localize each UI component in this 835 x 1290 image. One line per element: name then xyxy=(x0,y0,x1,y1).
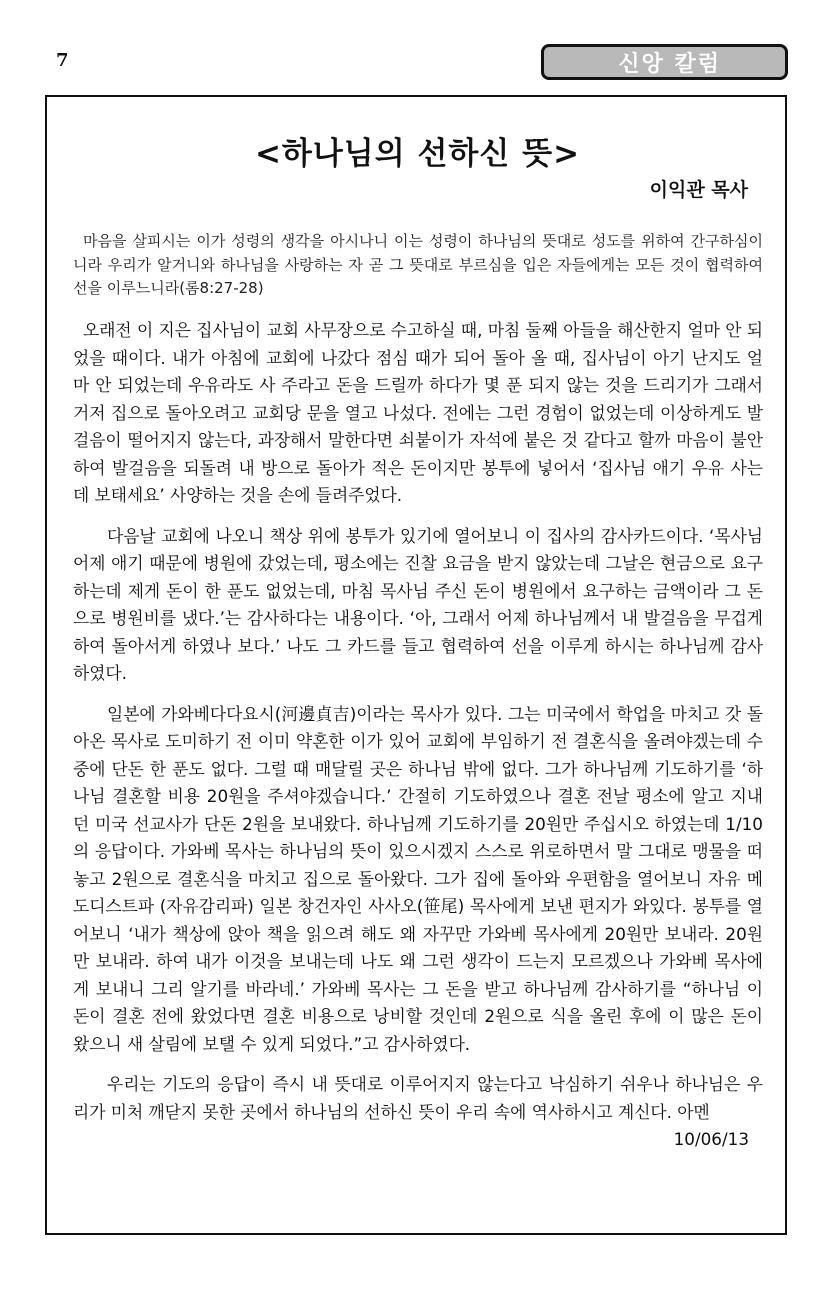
article-body xyxy=(73,317,763,1154)
paragraph-1: 오래전 이 지은 집사님이 교회 사무장으로 수고하실 때, 마침 둘째 아들을 해산한지 얼마 안 되었을 때이다. 내가 아침에 교회에 나갔다 점심 때가 되어 돌아 올 때, 집사님이 아기 난지도 얼마 안 되었는데 우유라도 사 주라고 돈을 드릴까 하다가 몇 푼 되지 않는 것을 드리기가 그래서 거저 집으로 돌아오려고 교회당 문을 열고 나섰다. 전에는 그런 경험이 없었는데 이상하게도 발걸음이 떨어지지 않는다, 과장해서 말한다면 쇠붙이가 자석에 붙은 것 같다고 할까 마음이 불안하여 발걸음을 되돌려 내 방으로 돌아가 적은 돈이지만 봉투에 넣어서 ‘집사님 애기 우유 사는데 보태세요’ 사양하는 것을 손에 들려주었다. xyxy=(73,320,763,505)
article-title: <하나님의 선하신 뜻> xyxy=(254,136,581,172)
article-date: 10/06/13 xyxy=(673,1129,749,1149)
paragraph-3: 일본에 가와베다다요시(河邊貞吉)이라는 목사가 있다. 그는 미국에서 학업을 마치고 갓 돌아온 목사로 도미하기 전 이미 약혼한 이가 있어 교회에 부임하기 전 결혼식을 올려야겠는데 수중에 단돈 한 푼도 없다. 그럴 때 매달릴 곳은 하나님 밖에 없다. 그가 하나님께 기도하기를 ‘하나님 결혼할 비용 20원을 주셔야겠습니다.’ 간절히 기도하였으나 결혼 전날 평소에 알고 지내던 미국 선교사가 단돈 2원을 보내왔다. 하나님께 기도하기를 20원만 주십시오 하였는데 1/10의 응답이다. 가와베 목사는 하나님의 뜻이 있으시겠지 스스로 위로하면서 말 그대로 맹물을 떠놓고 2원으로 결혼식을 마치고 집으로 돌아왔다. 그가 집에 돌아와 우편함을 열어보니 자유 메도디스트파 (자유감리파) 일본 창건자인 사사오(笹尾) 목사에게 보낸 편지가 와있다. 봉투를 열어보니 ‘내가 책상에 앉아 책을 읽으려 해도 왜 자꾸만 가와베 목사에게 20원만 보내라. 20원만 보내라. 하여 내가 이것을 보내는데 나도 왜 그런 생각이 드는지 모르겠으나 가와베 목사에게 보내니 그리 알기를 바라네.’ 가와베 목사는 그 돈을 받고 하나님께 감사하기를 “하나님 이 돈이 결혼 전에 왔었다면 결혼 비용으로 낭비할 것인데 2원으로 식을 올린 후에 이 많은 돈이 왔으니 새 살림에 보탤 수 있게 되었다.”고 감사하였다. xyxy=(73,703,763,1054)
article-author: 이익관 목사 xyxy=(649,179,748,201)
section-tab: 신앙 칼럼 xyxy=(541,44,788,80)
paragraph-4 xyxy=(73,1071,763,1149)
verse-text: 마음을 살피시는 이가 성령의 생각을 아시나니 이는 성령이 하나님의 뜻대로 성도를 위하여 간구하심이니라 우리가 알거니와 하나님을 사랑하는 자 곧 그 뜻대로 부르심을 입은 자들에게는 모든 것이 협력하여 선을 이루느니라(롬8:27-28) xyxy=(73,232,763,297)
paragraph-2: 다음날 교회에 나오니 책상 위에 봉투가 있기에 열어보니 이 집사의 감사카드이다. ‘목사님 어제 애기 때문에 병원에 갔었는데, 평소에는 진찰 요금을 받지 않았는데 그날은 현금으로 요구하는데 제게 돈이 한 푼도 없었는데, 마침 목사님 주신 돈이 병원에서 요구하는 금액이라 그 돈으로 병원비를 냈다.’는 감사하다는 내용이다. ‘아, 그래서 어제 하나님께서 내 발걸음을 무겁게 하여 돌아서게 하였나 보다.’ 나도 그 카드를 들고 협력하여 선을 이루게 하시는 하나님께 감사하였다. xyxy=(73,525,763,683)
paragraph-4-text: 우리는 기도의 응답이 즉시 내 뜻대로 이루어지지 않는다고 낙심하기 쉬우나 하나님은 우리가 미처 깨닫지 못한 곳에서 하나님의 선하신 뜻이 우리 속에 역사하시고 계신다. 아멘 xyxy=(73,1074,763,1122)
page-number: 7 xyxy=(56,50,69,71)
scripture-verse xyxy=(73,230,763,301)
